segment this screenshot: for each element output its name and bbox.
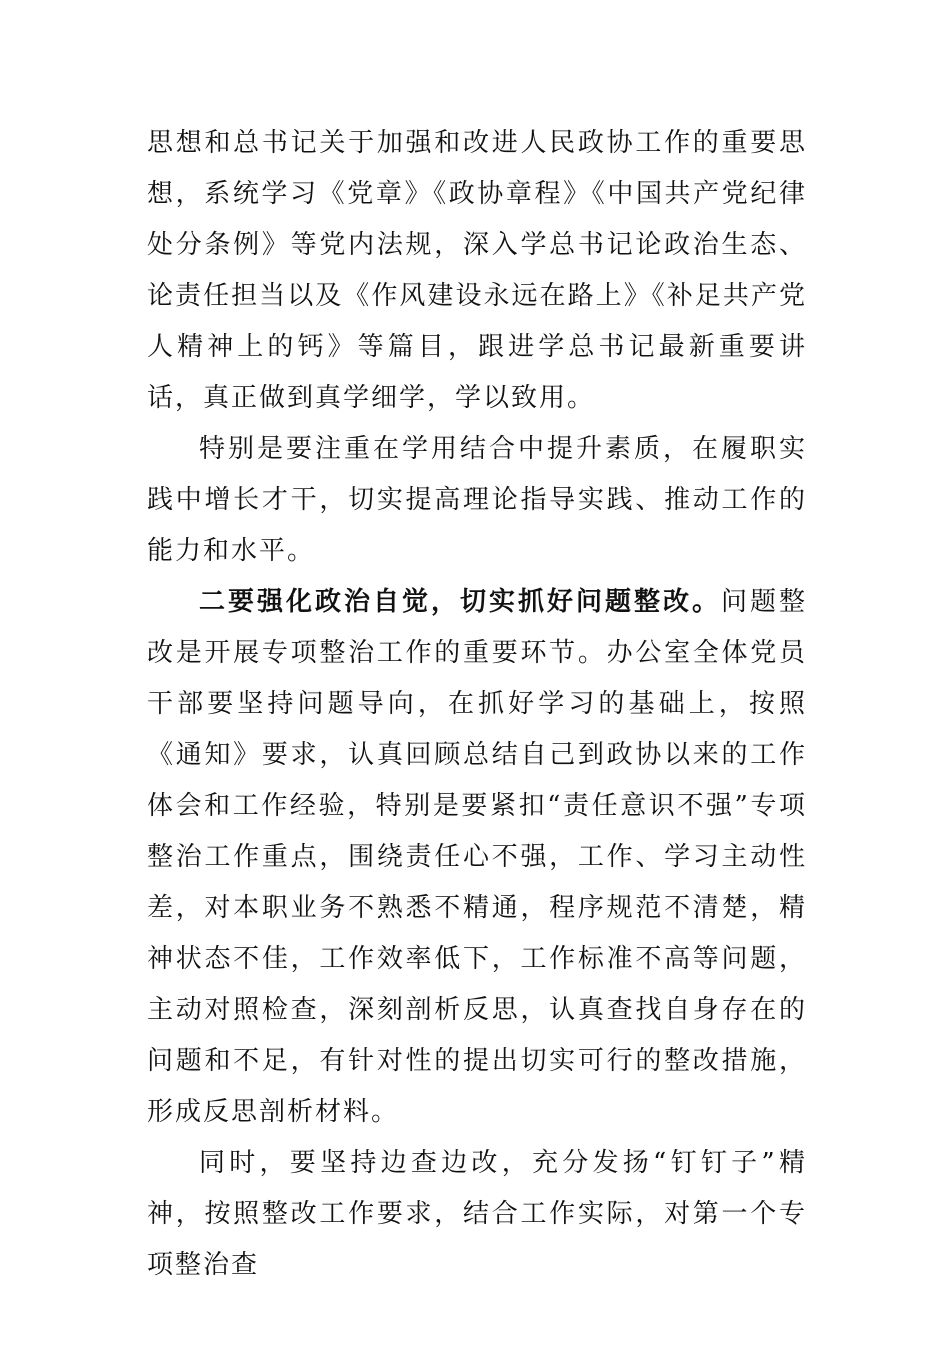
paragraph-practice: 特别是要注重在学用结合中提升素质，在履职实践中增长才干，切实提高理论指导实践、推动工作的能力和水平。 [147,434,807,566]
paragraph-simultaneous: 同时，要坚持边查边改，充分发扬“钉钉子”精神，按照整改工作要求，结合工作实际，对第一个专项整治查 [147,1148,807,1280]
paragraph-rectification-body: 问题整改是开展专项整治工作的重要环节。办公室全体党员干部要坚持问题导向，在抓好学习的基础上，按照《通知》要求，认真回顾总结自己到政协以来的工作体会和工作经验，特别是要紧扣“责任意识不强”专项整治工作重点，围绕责任心不强，工作、学习主动性差，对本职业务不熟悉不精通，程序规范不清楚，精神状态不佳，工作效率低下，工作标准不高等问题，主动对照检查，深刻剖析反思，认真查找自身存在的问题和不足，有针对性的提出切实可行的整改措施，形成反思剖析材料。 [147,587,807,1127]
body-text [147,118,807,1291]
section-heading-rectification: 二要强化政治自觉，切实抓好问题整改。 [199,587,721,617]
paragraph-study-continued: 思想和总书记关于加强和改进人民政协工作的重要思想，系统学习《党章》《政协章程》《中国共产党纪律处分条例》等党内法规，深入学总书记论政治生态、论责任担当以及《作风建设永远在路上》《补足共产党人精神上的钙》等篇目，跟进学总书记最新重要讲话，真正做到真学细学，学以致用。 [147,128,807,413]
paragraph-rectification [147,577,807,1138]
